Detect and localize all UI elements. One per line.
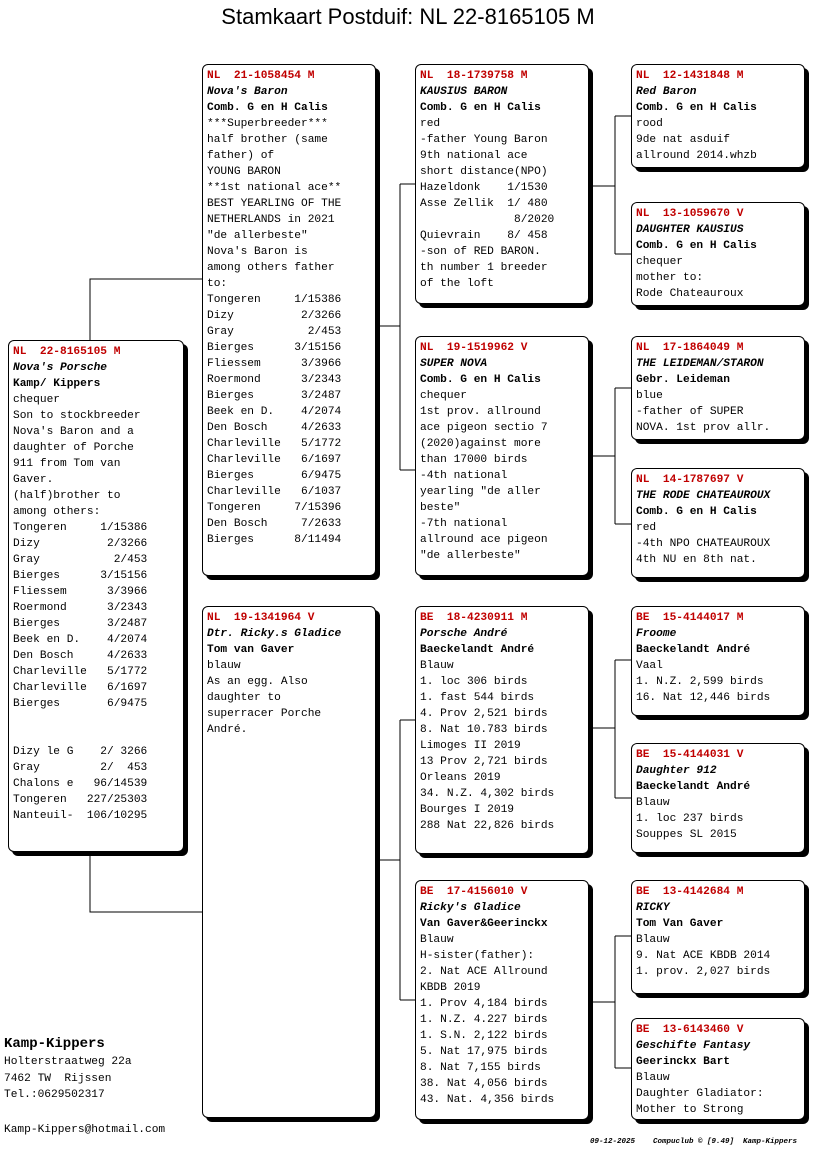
info-line: Dizy 2/3266 [13,538,148,550]
info-line: of the loft [420,278,494,290]
info-line: superracer Porche [207,708,322,720]
info-line [13,712,179,728]
info-line: 1. prov. 2,027 birds [636,966,771,978]
info-line: 1. S.N. 2,122 birds [420,1030,548,1042]
pigeon-name: RICKY [636,902,670,914]
info-line: Charleville 5/1772 [13,666,148,678]
info-line: Hazeldonk 1/1530 [420,182,548,194]
info-line: NETHERLANDS in 2021 [207,214,335,226]
pigeon-name: Froome [636,628,677,640]
info-line: -4th NPO CHATEAUROUX [636,538,771,550]
info-line: half brother (same [207,134,328,146]
info-line: 4th NU en 8th nat. [636,554,757,566]
pigeon-card-sdd [631,468,805,578]
ring-number: NL 17-1864049 M [636,342,744,354]
breeder-name: Geerinckx Bart [636,1056,730,1068]
pigeon-name: Nova's Baron [207,86,288,98]
owner-address-street: Holterstraatweg 22a [4,1056,132,1068]
info-line: 9de nat asduif [636,134,730,146]
owner-address-city: 7462 TW Rijssen [4,1072,112,1085]
breeder-name: Comb. G en H Calis [420,374,541,386]
info-line: 16. Nat 12,446 birds [636,692,771,704]
info-line: Den Bosch 4/2633 [13,650,148,662]
pigeon-card-sire [202,64,376,576]
info-line: Limoges II 2019 [420,740,521,752]
pigeon-name: THE LEIDEMAN/STARON [636,358,764,370]
info-line: red [636,522,657,534]
info-line: -4th national [420,470,508,482]
info-line: ace pigeon sectio 7 [420,422,548,434]
info-line: (2020)against more [420,438,541,450]
pigeon-card-sire-dam [415,336,589,576]
info-line [13,728,179,744]
pigeon-card-sire-sire [415,64,589,304]
info-line: Chalons e 96/14539 [13,778,148,790]
info-line: blue [636,390,663,402]
info-line: "de allerbeste" [207,230,308,242]
info-line: yearling "de aller [420,486,541,498]
ring-number: NL 21-1058454 M [207,70,315,82]
ring-number: NL 19-1341964 V [207,612,315,624]
info-line: Orleans 2019 [420,772,501,784]
info-line: Bierges 6/9475 [207,470,342,482]
info-line: Beek en D. 4/2074 [207,406,342,418]
info-line: Gray 2/453 [207,326,342,338]
ring-number: BE 17-4156010 V [420,886,528,898]
info-line: Tongeren 1/15386 [207,294,342,306]
breeder-name: Baeckelandt André [420,644,535,656]
pigeon-name: DAUGHTER KAUSIUS [636,224,744,236]
info-line: Fliessem 3/3966 [13,586,148,598]
info-line: 4. Prov 2,521 birds [420,708,548,720]
pigeon-name: Dtr. Ricky.s Gladice [207,628,342,640]
info-line: 8/2020 [420,214,555,226]
pigeon-card-dss [631,606,805,716]
info-line: Bierges 3/15156 [207,342,342,354]
ring-number: BE 15-4144031 V [636,749,744,761]
info-line: Beek en D. 4/2074 [13,634,148,646]
page-title: Stamkaart Postduif: NL 22-8165105 M [221,4,595,29]
info-line: Blauw [636,797,670,809]
ring-number: BE 13-6143460 V [636,1024,744,1036]
ring-number: BE 15-4144017 M [636,612,744,624]
info-line: Roermond 3/2343 [13,602,148,614]
ring-number: NL 13-1059670 V [636,208,744,220]
info-line: 13 Prov 2,721 birds [420,756,548,768]
info-line: Tongeren 1/15386 [13,522,148,534]
info-line: Blauw [420,934,454,946]
breeder-name: Comb. G en H Calis [420,102,541,114]
info-line: Son to stockbreeder [13,410,141,422]
info-line: 8. Nat 10.783 birds [420,724,548,736]
pigeon-card-sds [631,336,805,440]
pigeon-name: Daughter 912 [636,765,717,777]
pigeon-card-dam-sire [415,606,589,854]
footer-credits: 09-12-2025 Compuclub © [9.49] Kamp-Kippers [590,1138,798,1146]
info-line: H-sister(father): [420,950,535,962]
info-line: Quievrain 8/ 458 [420,230,548,242]
breeder-name: Comb. G en H Calis [636,240,757,252]
info-line: -son of RED BARON. [420,246,541,258]
info-line: -father of SUPER [636,406,744,418]
info-line: chequer [13,394,60,406]
info-line: 5. Nat 17,975 birds [420,1046,548,1058]
info-line: (half)brother to [13,490,121,502]
breeder-name: Van Gaver&Geerinckx [420,918,548,930]
ring-number: BE 18-4230911 M [420,612,528,624]
ring-number: NL 22-8165105 M [13,346,121,358]
info-line: Nova's Baron and a [13,426,134,438]
pigeon-name: Red Baron [636,86,697,98]
info-line: "de allerbeste" [420,550,521,562]
info-line: YOUNG BARON [207,166,281,178]
ring-number: NL 12-1431848 M [636,70,744,82]
info-line: -7th national [420,518,508,530]
info-line: 2. Nat ACE Allround [420,966,548,978]
breeder-name: Baeckelandt André [636,644,751,656]
info-line: 911 from Tom van [13,458,121,470]
info-line: allround 2014.whzb [636,150,757,162]
info-line: Bierges 3/2487 [13,618,148,630]
info-line: Den Bosch 4/2633 [207,422,342,434]
info-line: daughter of Porche [13,442,134,454]
info-line: 1. N.Z. 4.227 birds [420,1014,548,1026]
owner-block [4,1034,132,1104]
info-line: short distance(NPO) [420,166,548,178]
info-line: 1. loc 237 birds [636,813,744,825]
info-line: rood [636,118,663,130]
pigeon-name: Ricky's Gladice [420,902,521,914]
pigeon-card-ddd [631,1018,805,1120]
info-line: Blauw [420,660,454,672]
breeder-name: Tom Van Gaver [636,918,724,930]
info-line: 34. N.Z. 4,302 birds [420,788,555,800]
pigeon-name: THE RODE CHATEAUROUX [636,490,771,502]
info-line: André. [207,724,248,736]
info-line: Blauw [636,1072,670,1084]
info-line: mother to: [636,272,704,284]
info-line: Bourges I 2019 [420,804,514,816]
info-line: chequer [636,256,683,268]
info-line: Bierges 8/11494 [207,534,342,546]
ring-number: BE 13-4142684 M [636,886,744,898]
info-line: -father Young Baron [420,134,548,146]
pigeon-card-dam [202,606,376,1118]
info-line: Charleville 6/1037 [207,486,342,498]
info-line: allround ace pigeon [420,534,548,546]
info-line: 43. Nat. 4,356 birds [420,1094,555,1106]
info-line: Nanteuil- 106/10295 [13,810,148,822]
breeder-name: Kamp/ Kippers [13,378,101,390]
pigeon-card-subject [8,340,184,852]
info-line: daughter to [207,692,281,704]
info-line: Asse Zellik 1/ 480 [420,198,548,210]
breeder-name: Comb. G en H Calis [207,102,328,114]
info-line: to: [207,278,228,290]
info-line: red [420,118,441,130]
pigeon-name: Geschifte Fantasy [636,1040,751,1052]
info-line: Charleville 6/1697 [207,454,342,466]
info-line: Dizy 2/3266 [207,310,342,322]
ring-number: NL 14-1787697 V [636,474,744,486]
pigeon-card-dsd [631,743,805,853]
ring-number: NL 19-1519962 V [420,342,528,354]
info-line: blauw [207,660,241,672]
breeder-name: Comb. G en H Calis [636,506,757,518]
info-line: Gray 2/453 [13,554,148,566]
info-line: 38. Nat 4,056 birds [420,1078,548,1090]
pigeon-name: KAUSIUS BARON [420,86,508,98]
pigeon-card-dam-dam [415,880,589,1120]
owner-name: Kamp-Kippers [4,1036,105,1052]
info-line: 1. loc 306 birds [420,676,528,688]
info-line: ***Superbreeder*** [207,118,328,130]
info-line: Charleville 5/1772 [207,438,342,450]
breeder-name: Baeckelandt André [636,781,751,793]
info-line: 288 Nat 22,826 birds [420,820,555,832]
info-line: Gray 2/ 453 [13,762,148,774]
info-line: beste" [420,502,461,514]
info-line: Nova's Baron is [207,246,308,258]
info-line: Tongeren 7/15396 [207,502,342,514]
info-line: 1st prov. allround [420,406,541,418]
info-line: 1. fast 544 birds [420,692,535,704]
pigeon-card-ssd [631,202,805,306]
info-line: KBDB 2019 [420,982,481,994]
info-line: among others father [207,262,335,274]
info-line: Bierges 3/2487 [207,390,342,402]
info-line: Mother to Strong [636,1104,744,1116]
breeder-name: Gebr. Leideman [636,374,730,386]
info-line: As an egg. Also [207,676,308,688]
owner-email: Kamp-Kippers@hotmail.com [4,1124,166,1136]
info-line: 9. Nat ACE KBDB 2014 [636,950,771,962]
pigeon-card-sss [631,64,805,168]
info-line: Blauw [636,934,670,946]
info-line: Gaver. [13,474,54,486]
breeder-name: Tom van Gaver [207,644,295,656]
info-line: Rode Chateauroux [636,288,744,300]
info-line: Daughter Gladiator: [636,1088,764,1100]
info-line: 9th national ace [420,150,528,162]
info-line: NOVA. 1st prov allr. [636,422,771,434]
info-line: Vaal [636,660,663,672]
info-line: 1. N.Z. 2,599 birds [636,676,764,688]
info-line: chequer [420,390,467,402]
info-line: **1st national ace** [207,182,342,194]
pigeon-name: Nova's Porsche [13,362,107,374]
info-line: Bierges 3/15156 [13,570,148,582]
info-line: th number 1 breeder [420,262,548,274]
info-line: 1. Prov 4,184 birds [420,998,548,1010]
info-line: Tongeren 227/25303 [13,794,148,806]
info-line: Roermond 3/2343 [207,374,342,386]
ring-number: NL 18-1739758 M [420,70,528,82]
info-line: than 17000 birds [420,454,528,466]
info-line: among others: [13,506,101,518]
info-line: 8. Nat 7,155 birds [420,1062,541,1074]
info-line: Den Bosch 7/2633 [207,518,342,530]
info-line: father) of [207,150,275,162]
info-line: Charleville 6/1697 [13,682,148,694]
pigeon-name: SUPER NOVA [420,358,488,370]
info-line: Bierges 6/9475 [13,698,148,710]
breeder-name: Comb. G en H Calis [636,102,757,114]
owner-phone: Tel.:0629502317 [4,1089,105,1101]
info-line: Dizy le G 2/ 3266 [13,746,148,758]
pigeon-card-dds [631,880,805,994]
pigeon-name: Porsche André [420,628,508,640]
info-line: Souppes SL 2015 [636,829,737,841]
info-line: BEST YEARLING OF THE [207,198,342,210]
info-line: Fliessem 3/3966 [207,358,342,370]
